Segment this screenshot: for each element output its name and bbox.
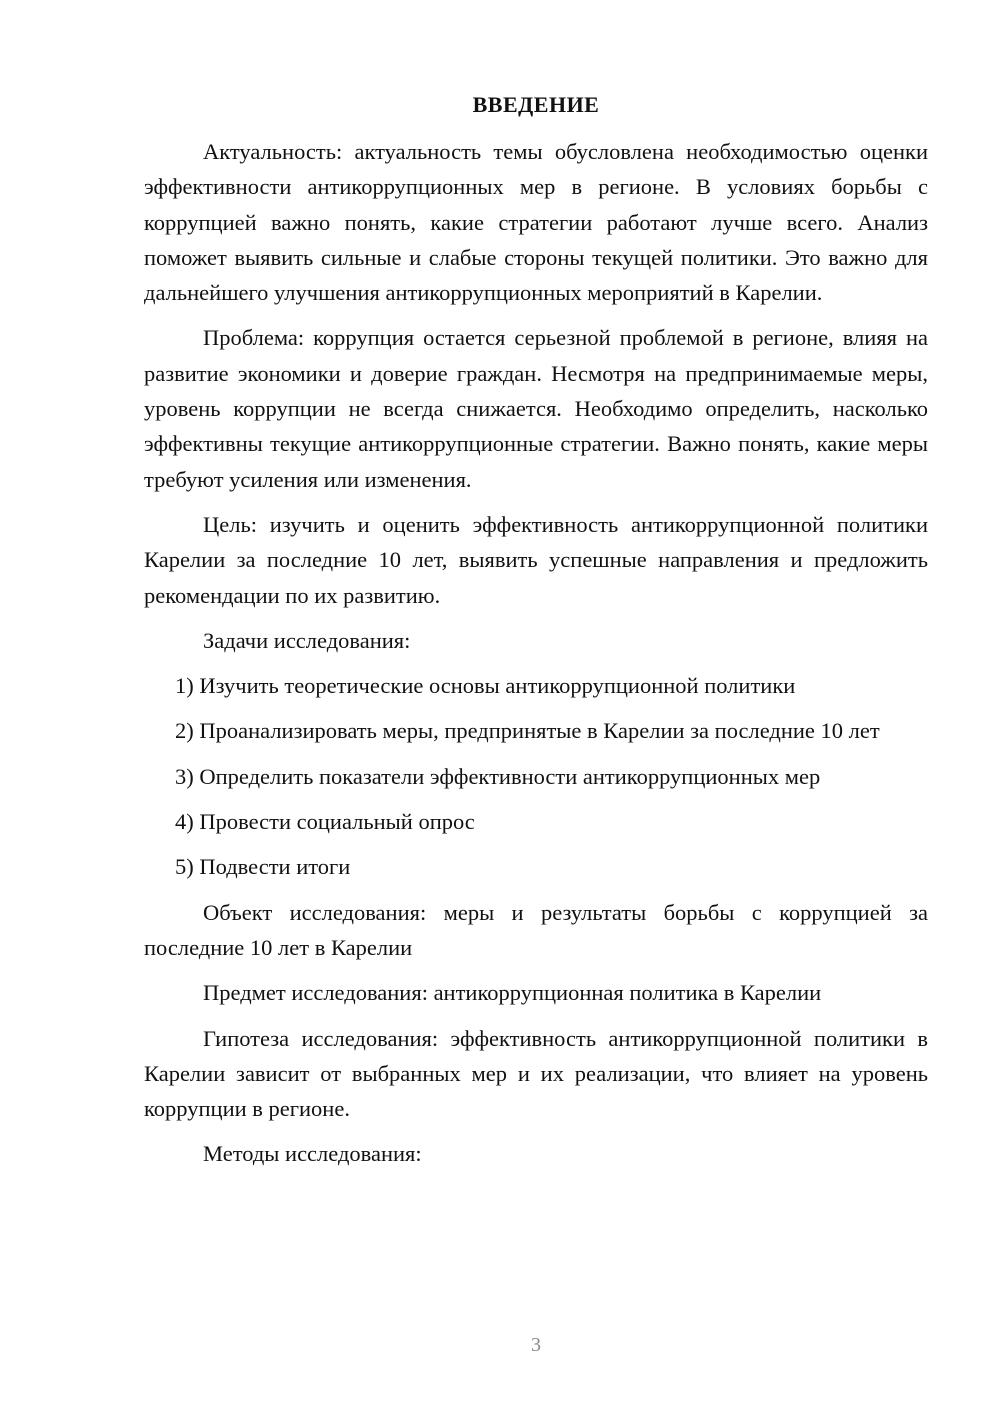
paragraph-hypothesis: Гипотеза исследования: эффективность антикоррупционной политики в Карелии зависит от выбранных мер и их реализации, что влияет на уровень коррупции в регионе. — [144, 1025, 928, 1122]
page-title: ВВЕДЕНИЕ — [472, 92, 600, 117]
paragraph-methods: Методы исследования: — [203, 1141, 422, 1167]
list-item: 1) Изучить теоретические основы антикоррупционной политики — [175, 673, 796, 699]
paragraph-problem: Проблема: коррупция остается серьезной проблемой в регионе, влияя на развитие экономики и доверие граждан. Несмотря на предпринимаемые меры, уровень коррупции не всегда снижается. Необходимо определить, насколько эффективны текущие антикоррупционные стратегии. Важно понять, какие меры требуют усиления или изменения. — [144, 325, 928, 492]
page-number: 3 — [531, 1334, 541, 1356]
paragraph-object: Объект исследования: меры и результаты борьбы с коррупцией за последние 10 лет в Карелии — [144, 899, 928, 960]
paragraph-tasks-heading: Задачи исследования: — [203, 627, 411, 653]
list-item: 2) Проанализировать меры, предпринятые в Карелии за последние 10 лет — [175, 718, 880, 744]
paragraph-goal: Цель: изучить и оценить эффективность антикоррупционной политики Карелии за последние 10 лет, выявить успешные направления и предложить рекомендации по их развитию. — [144, 511, 928, 608]
document-page — [144, 92, 928, 1182]
paragraph-relevance: Актуальность: актуальность темы обусловлена необходимостью оценки эффективности антикоррупционных мер в регионе. В условиях борьбы с коррупцией важно понять, какие стратегии работают лучше всего. Анализ поможет выявить сильные и слабые стороны текущей политики. Это важно для дальнейшего улучшения антикоррупционных мероприятий в Карелии. — [144, 139, 928, 306]
list-item: 4) Провести социальный опрос — [175, 809, 475, 835]
paragraph-subject: Предмет исследования: антикоррупционная политика в Карелии — [203, 980, 822, 1006]
list-item: 3) Определить показатели эффективности антикоррупционных мер — [175, 763, 821, 789]
list-item: 5) Подвести итоги — [175, 854, 351, 880]
